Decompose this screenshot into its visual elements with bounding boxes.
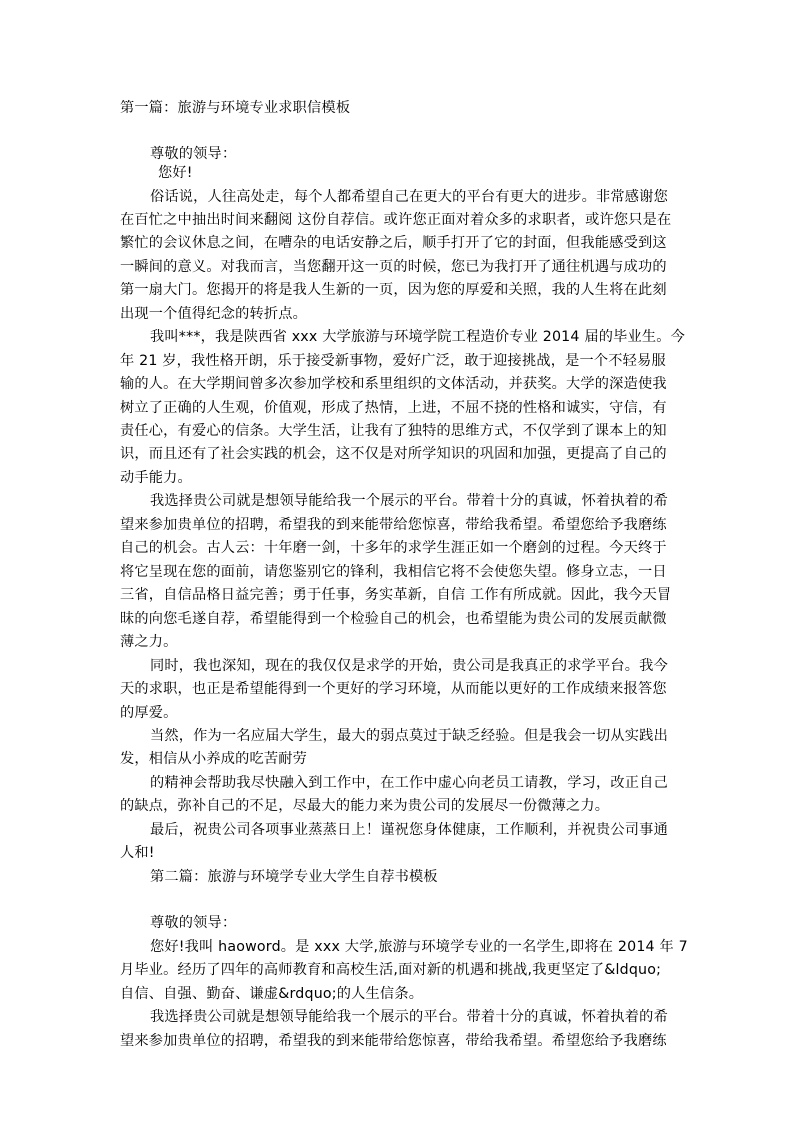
section1-para3-line: 望来参加贵单位的招聘，希望我的到来能带给您惊喜，带给我希望。希望您给予我磨练 — [120, 517, 667, 533]
section1-para5-line: 的缺点，弥补自己的不足，尽最大的能力来为贵公司的发展尽一份微薄之力。 — [120, 798, 610, 814]
section2-title: 第二篇：旅游与环境学专业大学生自荐书模板 — [150, 869, 438, 885]
section1-salutation: 尊敬的领导： — [150, 146, 237, 162]
section1-para1-line: 第一扇大门。您揭开的将是我人生新的一页，因为您的厚爱和关照，我的人生将在此刻 — [120, 282, 667, 298]
section2-para2-line: 我选择贵公司就是想领导能给我一个展示的平台。带着十分的真诚，怀着执着的希 — [150, 1009, 668, 1025]
section1-para1-line: 出现一个值得纪念的转折点。 — [120, 306, 308, 322]
section2-para1-line: 月毕业。经历了四年的高师教育和高校生活,面对新的机遇和挑战,我更坚定了&ldquo; — [120, 962, 662, 978]
section1-para1-line: 俗话说，人往高处走，每个人都希望自己在更大的平台有更大的进步。非常感谢您 — [150, 189, 668, 205]
section1-para2-line: 输的人。在大学期间曾多次参加学校和系里组织的文体活动，并获奖。大学的深造使我 — [120, 376, 667, 392]
section1-para5-line: 当然，作为一名应届大学生，最大的弱点莫过于缺乏经验。但是我会一切从实践出 — [150, 728, 668, 744]
section1-para2-line: 动手能力。 — [120, 470, 192, 486]
section1-para1-line: 繁忙的会议休息之间，在嘈杂的电话安静之后，顺手打开了它的封面，但我能感受到这 — [120, 235, 667, 251]
section1-para3-line: 自己的机会。古人云：十年磨一剑，十多年的求学生涯正如一个磨剑的过程。今天终于 — [120, 540, 667, 556]
section2-para2-line: 望来参加贵单位的招聘，希望我的到来能带给您惊喜，带给我希望。希望您给予我磨练 — [120, 1033, 667, 1049]
section1-para3-line: 我选择贵公司就是想领导能给我一个展示的平台。带着十分的真诚，怀着执着的希 — [150, 493, 668, 509]
section1-para5-line: 的精神会帮助我尽快融入到工作中，在工作中虚心向老员工请教，学习，改正自己 — [150, 775, 668, 791]
section1-para1-line: 在百忙之中抽出时间来翻阅 这份自荐信。或许您正面对着众多的求职者，或许您只是在 — [120, 212, 672, 228]
section1-para3-line: 将它呈现在您的面前，请您鉴别它的锋利，我相信它将不会使您失望。修身立志，一日 — [120, 564, 667, 580]
section1-para2-line: 树立了正确的人生观，价值观，形成了热情，上进，不屈不挠的性格和诚实，守信，有 — [120, 400, 667, 416]
section1-para2-line: 我叫***，我是陕西省 xxx 大学旅游与环境学院工程造价专业 2014 届的毕业生。今 — [150, 329, 686, 345]
section1-para6-line: 最后，祝贵公司各项事业蒸蒸日上！谨祝您身体健康，工作顺利，并祝贵公司事通 — [150, 822, 668, 838]
section1-para4-line: 同时，我也深知，现在的我仅仅是求学的开始，贵公司是我真正的求学平台。我今 — [150, 658, 668, 674]
section1-para2-line: 年 21 岁，我性格开朗，乐于接受新事物，爱好广泛，敢于迎接挑战，是一个不轻易服 — [120, 353, 666, 369]
section1-para3-line: 三省，自信品格日益完善；勇于任事，务实革新，自信 工作有所成就。因此，我今天冒 — [120, 587, 672, 603]
section1-title: 第一篇：旅游与环境专业求职信模板 — [120, 100, 351, 116]
section1-para2-line: 识，而且还有了社会实践的机会，这不仅是对所学知识的巩固和加强，更提高了自己的 — [120, 446, 667, 462]
section1-para6-line: 人和! — [120, 845, 155, 861]
section2-para1-line: 您好!我叫 haoword。是 xxx 大学,旅游与环境学专业的一名学生,即将在 2014 年 7 — [150, 939, 688, 955]
section1-para2-line: 责任心，有爱心的信条。大学生活，让我有了独特的思维方式，不仅学到了课本上的知 — [120, 423, 667, 439]
section1-para5-line: 发，相信从小养成的吃苦耐劳 — [120, 751, 308, 767]
section1-greeting: 您好! — [158, 165, 193, 181]
section2-salutation: 尊敬的领导： — [150, 915, 237, 931]
section1-para4-line: 的厚爱。 — [120, 705, 178, 721]
section1-para3-line: 昧的向您毛遂自荐，希望能得到一个检验自己的机会，也希望能为贵公司的发展贡献微 — [120, 611, 667, 627]
section2-para1-line: 自信、自强、勤奋、谦虚&rdquo;的人生信条。 — [120, 986, 424, 1002]
section1-para3-line: 薄之力。 — [120, 634, 178, 650]
section1-para1-line: 一瞬间的意义。对我而言，当您翻开这一页的时候，您已为我打开了通往机遇与成功的 — [120, 259, 667, 275]
section1-para4-line: 天的求职，也正是希望能得到一个更好的学习环境，从而能以更好的工作成绩来报答您 — [120, 681, 667, 697]
